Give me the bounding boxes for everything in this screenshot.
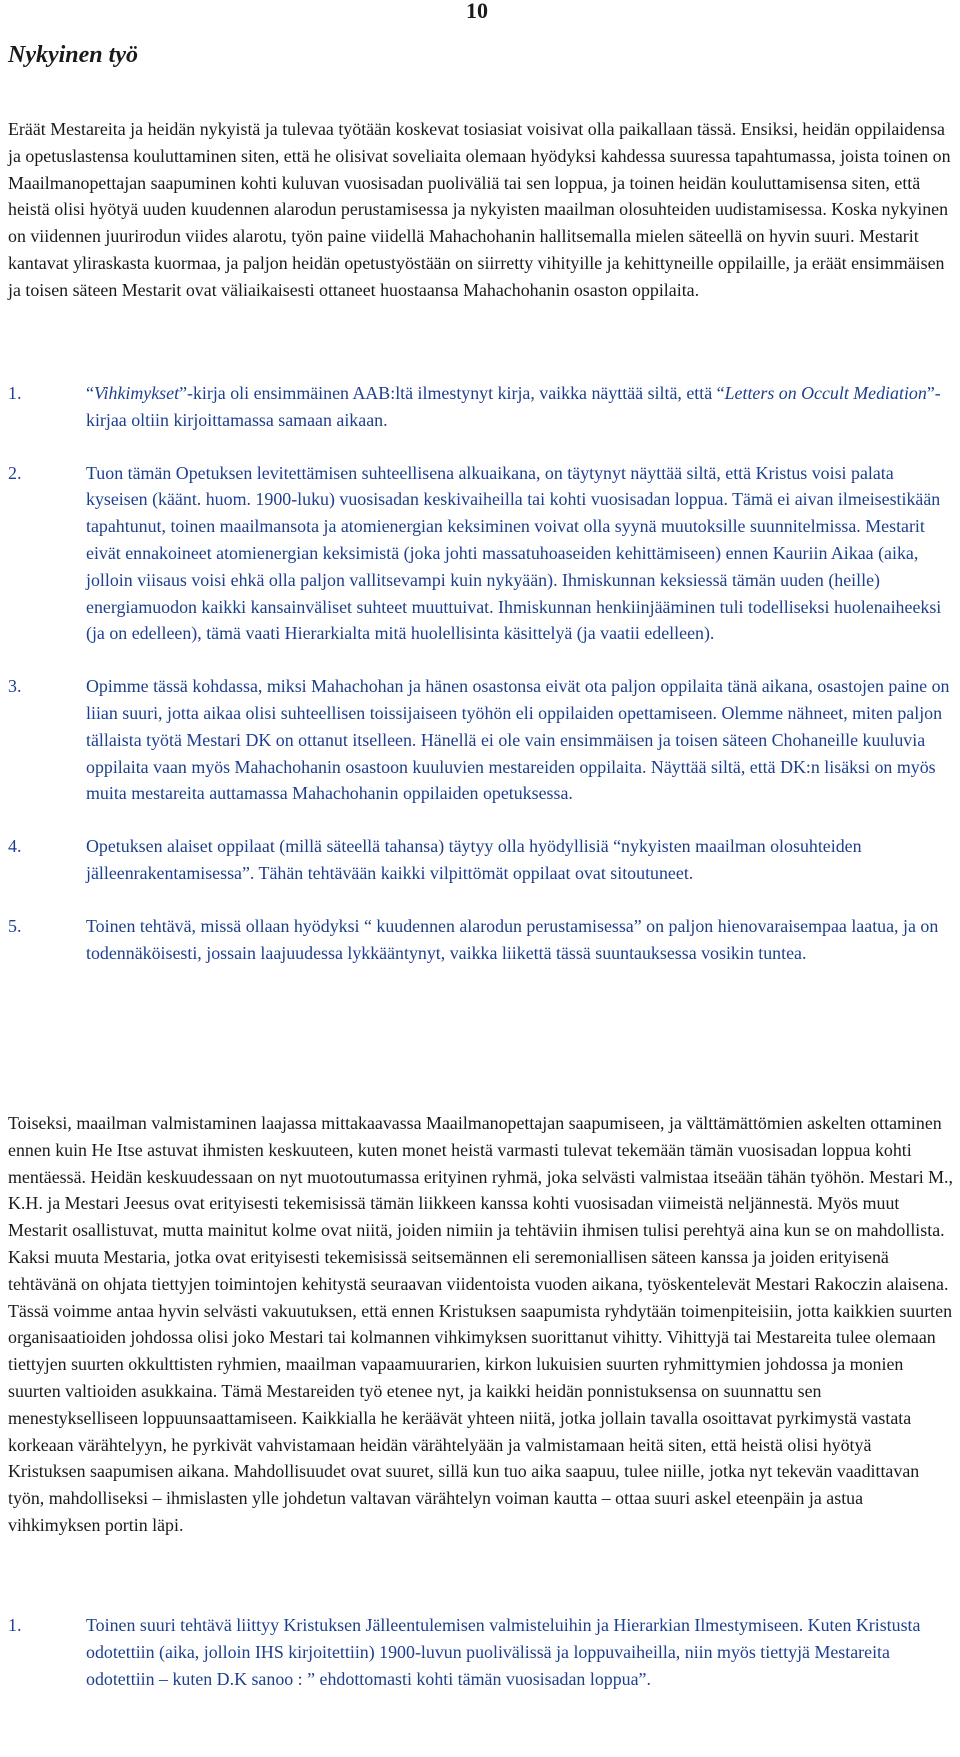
- list-item-text: Opetuksen alaiset oppilaat (millä säteellä tahansa) täytyy olla hyödyllisiä “nykyisten maailman olosuhteiden jälleenrakentamisessa”. Tähän tehtävään kaikki vilpittömät oppilaat ovat sitoutuneet.: [86, 836, 862, 883]
- open-quote: “: [86, 383, 94, 403]
- page-number: 10: [466, 0, 488, 23]
- list-item-number: 3.: [8, 676, 22, 697]
- list-item-text: Tuon tämän Opetuksen levitettämisen suhteellisena alkuaikana, on täytynyt näyttää siltä, että Kristus voisi palata kyseisen (käänt. huom. 1900-luku) vuosisadan keskivaiheilla tai kohti vuosisadan loppua. Tämä ei aivan ilmeisestikään tapahtunut, toinen maailmansota ja atomienergian keksiminen voivat olla syynä muutoksille suunnitelmissa. Mestarit eivät ennakoineet atomienergian keksimistä (joka johti massatuhoaseiden kehittämiseen) ennen Kauriin Aikaa (aika, jolloin viisaus voisi ehkä olla paljon vallitsevampi kuin nykyään). Ihmiskunnan keksiessä tämän uuden (heille) energiamuodon kaikki kansainväliset suhteet muuttuivat. Ihmiskunnan henkiinjääminen tuli todelliseksi huolenaiheeksi (ja on edelleen), tämä vaati Hierarkialta mitä huolellisinta käsittelyä (ja vaatii edelleen).: [86, 462, 942, 644]
- list-item-text: Toinen tehtävä, missä ollaan hyödyksi “ kuudennen alarodun perustamisessa” on paljon hienovaraisempaa laatua, ja on todennäköisesti, jossain laajuudessa lykkääntynyt, vaikka liikettä tässä suuntauksessa vosikin tuntea.: [86, 915, 939, 963]
- list-item-text: ”-kirja oli ensimmäinen AAB:ltä ilmestynyt kirja, vaikka näyttää siltä, että “: [179, 383, 725, 403]
- commentary-list-1: [8, 380, 953, 992]
- list-item: [8, 913, 953, 967]
- list-item: [8, 380, 953, 434]
- list-item-number: 1.: [8, 383, 22, 403]
- list-item: [8, 833, 953, 887]
- list-item-number: 4.: [8, 836, 22, 857]
- list-item-text: ”-kirjaa oltiin kirjoittamassa samaan aikaan.: [86, 383, 941, 430]
- book-title-letters: Letters on Occult Mediation: [724, 383, 927, 403]
- second-paragraph: Toiseksi, maailman valmistaminen laajassa mittakaavassa Maailmanopettajan saapumiseen, ja välttämättömien askelten ottaminen ennen kuin He Itse astuvat ihmisten keskuuteen, kuten monet heistä varmasti tulevat tekemään tämän vuosisadan loppua kohti mentäessä. Heidän keskuudessaan on nyt muotoutumassa erityinen ryhmä, joka selvästi valmistaa itseään tähän työhön. Mestari M., K.H. ja Mestari Jeesus ovat erityisesti tekemisissä tämän liikkeen kanssa kohti vuosisadan viimeistä neljännestä. Myös muut Mestarit osallistuvat, mutta mainitut kolme ovat niitä, joiden nimiin ja tehtäviin ihmisen tulisi perehtyä aina kun se on mahdollista. Kaksi muuta Mestaria, jotka ovat erityisesti tekemisissä seitsemännen eli seremoniallisen säteen kanssa ja joiden erityisenä tehtävänä on ohjata tiettyjen toimintojen kehitystä seuraavan viidentoista vuoden aikana, työskentelevät Mestari Rakoczin alaisena. Tässä voimme antaa hyvin selvästi vakuutuksen, että ennen Kristuksen saapumista ryhdytään toimenpiteisiin, jotta kaikkien suurten organisaatioiden johdossa olisi joko Mestari tai kolmannen vihkimyksen suorittanut vihitty. Vihittyjä tai Mestareita tulee olemaan tiettyjen suurten okkulttisten ryhmien, maailman vapaamuurarien, kirkon lukuisien suurten ryhmittymien johdossa ja monien suurten valtioiden asukkaina. Tämä Mestareiden työ etenee nyt, ja kaikki heidän ponnistuksensa on suunnattu sen menestykselliseen loppuunsaattamiseen. Kaikkialla he keräävät yhteen niitä, jotka jollain tavalla osoittavat pyrkimystä vastata korkeaan värähtelyyn, he pyrkivät vahvistamaan heidän värähtelyään ja valmistamaan heitä siten, että heistä olisi hyötyä Kristuksen saapumisen aikana. Mahdollisuudet ovat suuret, sillä kun tuo aika saapuu, tulee niille, jotka nyt tekevän vaadittavan työn, mahdolliseksi – ihmislasten ylle johdetun valtavan värähtelyn voiman kautta – ottaa suuri askel eteenpäin ja astua vihkimyksen portin läpi.: [8, 1113, 953, 1535]
- list-item-text: Toinen suuri tehtävä liittyy Kristuksen Jälleentulemisen valmisteluihin ja Hierarkian Ilmestymiseen. Kuten Kristusta odotettiin (aika, jolloin IHS kirjoitettiin) 1900-luvun puolivälissä ja loppuvaiheilla, niin myös tiettyjä Mestareita odotettiin – kuten D.K sanoo : ” ehdottomasti kohti tämän vuosisadan loppua”.: [86, 1615, 921, 1689]
- list-item: [8, 1612, 953, 1692]
- section-title: Nykyinen työ: [8, 42, 138, 68]
- commentary-list-2: [8, 1612, 953, 1718]
- book-title-vihkimykset: Vihkimykset: [93, 383, 180, 403]
- list-item-number: 1.: [8, 1615, 22, 1635]
- list-item-text: Opimme tässä kohdassa, miksi Mahachohan ja hänen osastonsa eivät ota paljon oppilaita tänä aikana, osastojen paine on liian suuri, jotta aikaa olisi suhteellisen toissijaiseen työhön eli oppilaiden opettamiseen. Olemme nähneet, miten paljon tällaista työtä Mestari DK on ottanut itselleen. Hänellä ei ole vain ensimmäisen ja toisen säteen Chohaneille kuuluvia oppilaita vaan myös Mahachohanin osastoon kuuluvien mestareiden oppilaita. Näyttää siltä, että DK:n lisäksi on myös muita mestareita auttamassa Mahachohanin oppilaiden opetuksessa.: [86, 676, 950, 804]
- list-item: [8, 673, 953, 807]
- intro-paragraph: Eräät Mestareita ja heidän nykyistä ja tulevaa työtään koskevat tosiasiat voisivat olla paikallaan tässä. Ensiksi, heidän oppilaidensa ja opetuslastensa kouluttaminen siten, että he olisivat soveliaita olemaan hyödyksi kahdessa suuressa tapahtumassa, joista toinen on Maailmanopettajan saapuminen kohti kuluvan vuosisadan puoliväliä tai sen loppua, ja toinen heidän kouluttamisensa siten, että heistä olisi hyötyä uuden kuudennen alarodun perustamisessa ja nykyisten maailman olosuhteiden uudistamisessa. Koska nykyinen on viidennen juurirodun viides alarotu, työn paine viidellä Mahachohanin hallitsemalla mielen säteellä on hyvin suuri. Mestarit kantavat yliraskasta kuormaa, ja paljon heidän opetustyöstään on siirretty vihityille ja kehittyneille oppilaille, ja eräät ensimmäisen ja toisen säteen Mestarit ovat väliaikaisesti ottaneet huostaansa Mahachohanin osaston oppilaita.: [8, 119, 951, 300]
- list-item: [8, 460, 953, 648]
- list-item-number: 2.: [8, 462, 22, 483]
- list-item-number: 5.: [8, 915, 22, 936]
